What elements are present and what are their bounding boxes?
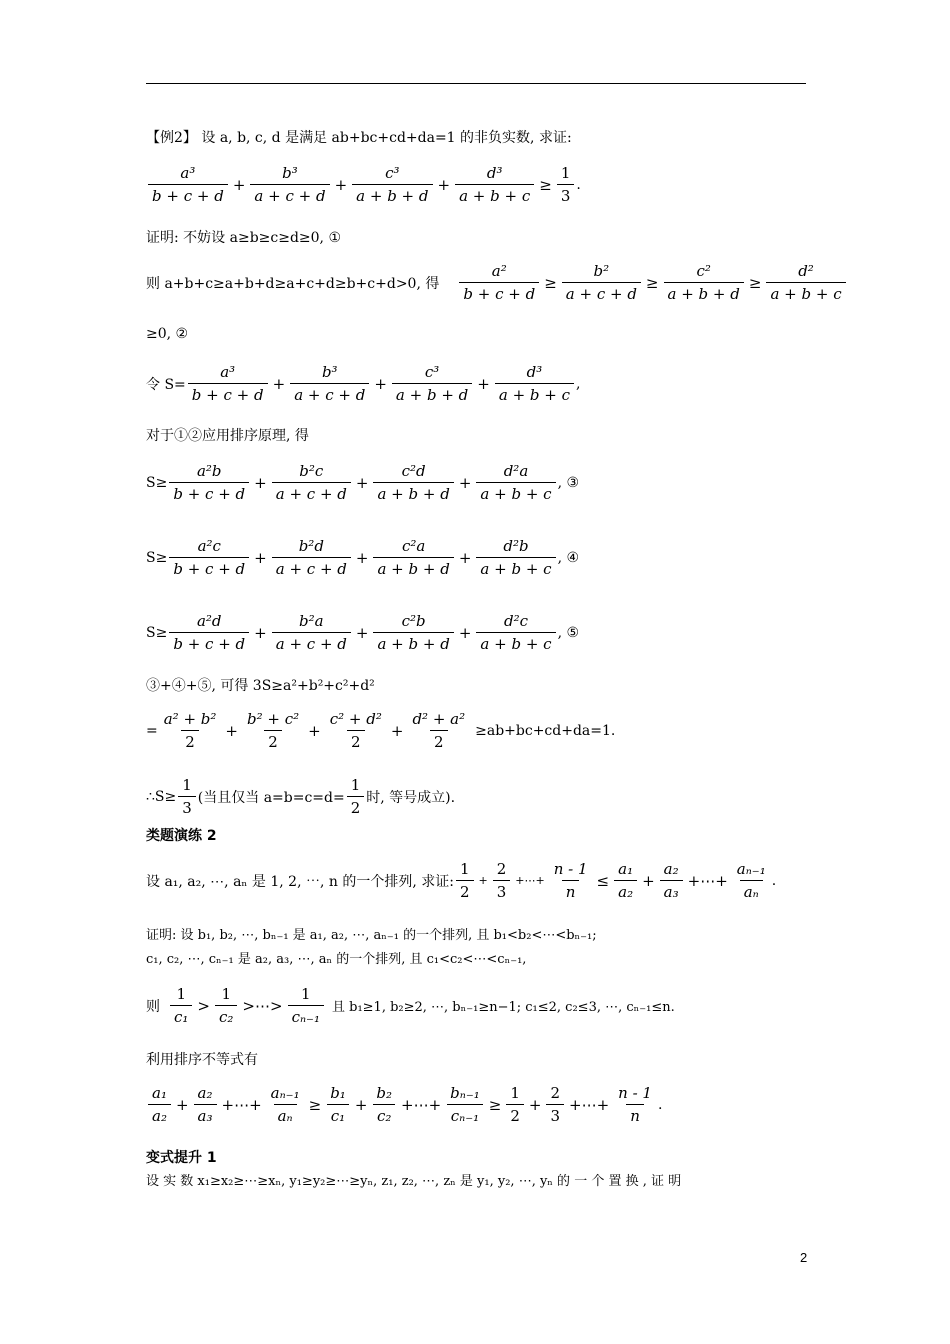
practice-proof-1: 证明: 设 b₁, b₂, ⋯, bₙ₋₁ 是 a₁, a₂, ⋯, aₙ₋₁ 的一个排列, 且 b₁<b₂<⋯<bₙ₋₁; (146, 928, 597, 943)
main-inequality: $\frac{\text{a³}}{b + c + d}$ + $\frac{\text{b³}}{a + c + d}$ + $\frac{\text{c³}}{a + b + d}$ + $\frac{\text{d³}}{a + b + c}$ ≥ $\frac{1}{3}$ . (146, 164, 581, 205)
s-line-3: S≥ $\frac{\text{a²b}}{b + c + d}$ + $\frac{\text{b²c}}{a + c + d}$ + $\frac{\text{c²d}}{a + b + d}$ + $\frac{\text{d²a}}{a + b + c}$ , ③ (146, 462, 580, 503)
page-number: 2 (800, 1250, 808, 1265)
therefore-line: ∴S≥ $\frac{1}{3}$ (当且仅当 a=b=c=d= $\frac{1}{2}$ 时, 等号成立). (146, 776, 456, 817)
practice-use: 利用排序不等式有 (146, 1052, 258, 1068)
s-line-4: S≥ $\frac{\text{a²c}}{b + c + d}$ + $\frac{\text{b²d}}{a + c + d}$ + $\frac{\text{c²a}}{a + b + d}$ + $\frac{\text{d²b}}{a + b + c}$ , ④ (146, 537, 580, 578)
fraction: $\frac{\text{a²}}{b + c + d}$ (459, 262, 539, 303)
fraction: $\frac{\text{d³}}{a + b + c}$ (495, 363, 574, 404)
fraction: $\frac{\text{c²}}{a + b + d}$ (664, 262, 744, 303)
fraction: $\frac{\text{a³}}{b + c + d}$ (148, 164, 228, 205)
geq-zero: ≥0, ② (146, 326, 189, 342)
practice-title: 类题演练 2 (146, 828, 217, 844)
example-statement (146, 128, 572, 148)
fraction: $\frac{\text{b³}}{a + c + d}$ (250, 164, 329, 205)
fraction: $\frac{\text{c³}}{a + b + d}$ (352, 164, 432, 205)
sum-line: ③+④+⑤, 可得 3S≥a²+b²+c²+d² (146, 678, 375, 694)
then-text: 则 a+b+c≥a+b+d≥a+c+d≥b+c+d>0, 得 (146, 275, 440, 292)
let-s-text: 令 S= (146, 376, 186, 393)
fraction: $\frac{\text{c³}}{a + b + d}$ (392, 363, 472, 404)
practice-then-line: 则 $\frac{1}{\text{c₁}}$ > $\frac{1}{\text{c₂}}$ >⋯> $\frac{1}{\text{cₙ₋₁}}$ 且 b₁≥1, b₂≥2, ⋯, bₙ₋₁≥n−1; c₁≤2, c₂≤3, ⋯, cₙ₋₁≤n. (146, 985, 675, 1026)
let-s-line: 令 S= $\frac{\text{a³}}{b + c + d}$ + $\frac{\text{b³}}{a + c + d}$ + $\frac{\text{c³}}{a + b + d}$ + $\frac{\text{d³}}{a + b + c}$ , (146, 363, 581, 404)
then-line: 则 a+b+c≥a+b+d≥a+c+d≥b+c+d>0, 得 $\frac{\text{a²}}{b + c + d}$ ≥ $\frac{\text{b²}}{a + c + d}$ ≥ $\frac{\text{c²}}{a + b + d}$ ≥ $\frac{\text{d²}}{a + b + c}$ (146, 262, 848, 303)
fraction: $\frac{\text{b²}}{a + c + d}$ (562, 262, 641, 303)
example-text: 设 a, b, c, d 是满足 ab+bc+cd+da=1 的非负实数, 求证: (201, 130, 572, 146)
practice-final-inequality: $\frac{\text{a₁}}{\text{a₂}}$ + $\frac{\text{a₂}}{\text{a₃}}$ +⋯+ $\frac{\text{aₙ₋₁}}{\text{aₙ}}$ ≥ $\frac{\text{b₁}}{\text{c₁}}$ + $\frac{\text{b₂}}{\text{c₂}}$ +⋯+ $\frac{\text{bₙ₋₁}}{\text{cₙ₋₁}}$ ≥ $\frac{1}{2}$ + $\frac{2}{3}$ +⋯+ $\frac{n - 1}{n}$ . (146, 1084, 662, 1125)
fraction: $\frac{\text{d³}}{a + b + c}$ (455, 164, 534, 205)
variant-statement: 设 实 数 x₁≥x₂≥⋯≥xₙ, y₁≥y₂≥⋯≥yₙ, z₁, z₂, ⋯, zₙ 是 y₁, y₂, ⋯, yₙ 的 一 个 置 换 , 证 明 (146, 1174, 682, 1189)
variant-title: 变式提升 1 (146, 1150, 217, 1166)
practice-statement: 设 a₁, a₂, ⋯, aₙ 是 1, 2, ⋯, n 的一个排列, 求证: $\frac{1}{2}$ + $\frac{2}{3}$ +⋯+ $\frac{n - 1}{n}$ ≤ $\frac{\text{a₁}}{\text{a₂}}$ + $\frac{\text{a₂}}{\text{a₃}}$ +⋯+ $\frac{\text{aₙ₋₁}}{\text{aₙ}}$ . (146, 860, 777, 901)
half-line: = $\frac{\text{a² + b²}}{2}$ + $\frac{\text{b² + c²}}{2}$ + $\frac{\text{c² + d²}}{2}$ + $\frac{\text{d² + a²}}{2}$ ≥ab+bc+cd+da=1. (146, 710, 616, 751)
fraction: $\frac{1}{3}$ (557, 164, 575, 205)
practice-proof-2: c₁, c₂, ⋯, cₙ₋₁ 是 a₂, a₃, ⋯, aₙ 的一个排列, 且 c₁<c₂<⋯<cₙ₋₁, (146, 952, 527, 967)
fraction: $\frac{\text{a³}}{b + c + d}$ (188, 363, 268, 404)
fraction: $\frac{\text{d²}}{a + b + c}$ (766, 262, 845, 303)
header-rule (146, 83, 806, 84)
fraction: $\frac{\text{b³}}{a + c + d}$ (290, 363, 369, 404)
proof-start: 证明: 不妨设 a≥b≥c≥d≥0, ① (146, 230, 342, 246)
example-title: 【例2】 (146, 130, 197, 146)
s-line-5: S≥ $\frac{\text{a²d}}{b + c + d}$ + $\frac{\text{b²a}}{a + c + d}$ + $\frac{\text{c²b}}{a + b + d}$ + $\frac{\text{d²c}}{a + b + c}$ , ⑤ (146, 612, 580, 653)
apply-text: 对于①②应用排序原理, 得 (146, 428, 309, 444)
